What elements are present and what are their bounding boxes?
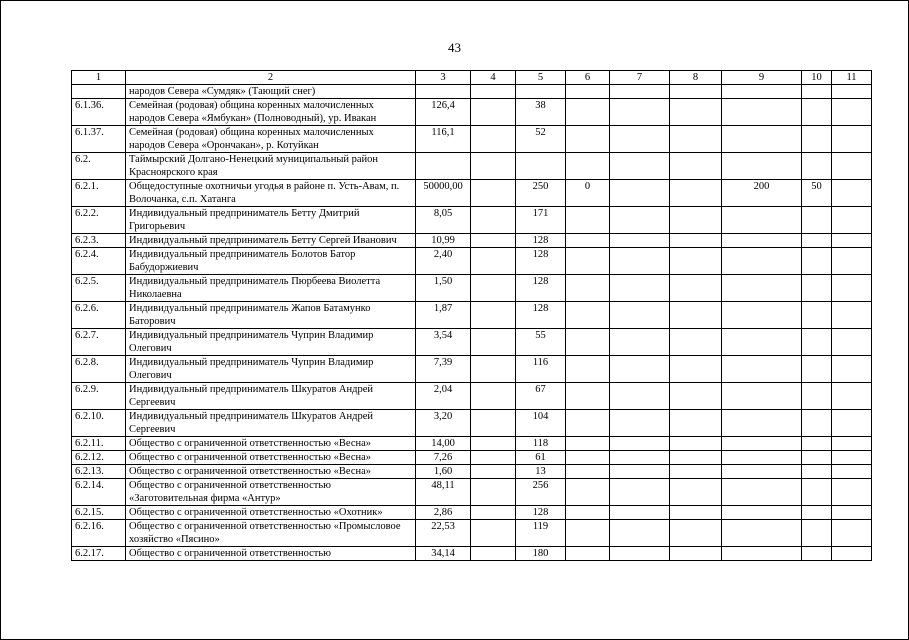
- col4-cell: [471, 99, 516, 126]
- col4-cell: [471, 356, 516, 383]
- col7-cell: [610, 383, 670, 410]
- col4-cell: [471, 302, 516, 329]
- col5-cell: 128: [516, 302, 566, 329]
- row-name-cell: Индивидуальный предприниматель Шкуратов Андрей Сергеевич: [126, 410, 416, 437]
- col8-cell: [670, 383, 722, 410]
- col4-cell: [471, 153, 516, 180]
- row-number-cell: 6.2.14.: [72, 479, 126, 506]
- col7-cell: [610, 234, 670, 248]
- col7-cell: [610, 180, 670, 207]
- col5-cell: 38: [516, 99, 566, 126]
- col7-cell: [610, 506, 670, 520]
- column-header: 5: [516, 71, 566, 85]
- col3-cell: 7,26: [416, 451, 471, 465]
- col10-cell: [802, 302, 832, 329]
- col11-cell: [832, 547, 872, 561]
- col10-cell: [802, 520, 832, 547]
- col4-cell: [471, 451, 516, 465]
- col4-cell: [471, 520, 516, 547]
- col9-cell: [722, 329, 802, 356]
- row-name-cell: Индивидуальный предприниматель Бетту Дмитрий Григорьевич: [126, 207, 416, 234]
- col8-cell: [670, 410, 722, 437]
- table-row: [72, 234, 872, 248]
- row-name-cell: Семейная (родовая) община коренных малочисленных народов Севера «Ямбукан» (Полноводный), ур. Ивакан: [126, 99, 416, 126]
- table-row: [72, 275, 872, 302]
- row-name-cell: Таймырский Долгано-Ненецкий муниципальный район Красноярского края: [126, 153, 416, 180]
- col4-cell: [471, 85, 516, 99]
- column-header: 8: [670, 71, 722, 85]
- col9-cell: [722, 465, 802, 479]
- col7-cell: [610, 410, 670, 437]
- col8-cell: [670, 547, 722, 561]
- table-row: [72, 356, 872, 383]
- col6-cell: [566, 479, 610, 506]
- column-header-row: [72, 71, 872, 85]
- row-number-cell: 6.2.13.: [72, 465, 126, 479]
- row-number-cell: 6.2.4.: [72, 248, 126, 275]
- row-name-cell: народов Севера «Сумдяк» (Тающий снег): [126, 85, 416, 99]
- row-name-cell: Общество с ограниченной ответственностью «Весна»: [126, 451, 416, 465]
- col9-cell: [722, 85, 802, 99]
- col7-cell: [610, 302, 670, 329]
- col6-cell: [566, 85, 610, 99]
- row-name-cell: Индивидуальный предприниматель Болотов Батор Бабудоржиевич: [126, 248, 416, 275]
- row-number-cell: 6.1.36.: [72, 99, 126, 126]
- col5-cell: 61: [516, 451, 566, 465]
- col8-cell: [670, 275, 722, 302]
- col9-cell: [722, 302, 802, 329]
- col5-cell: 119: [516, 520, 566, 547]
- col9-cell: [722, 356, 802, 383]
- col9-cell: [722, 479, 802, 506]
- row-name-cell: Индивидуальный предприниматель Чуприн Владимир Олегович: [126, 329, 416, 356]
- col3-cell: 1,60: [416, 465, 471, 479]
- col11-cell: [832, 437, 872, 451]
- col11-cell: [832, 85, 872, 99]
- col11-cell: [832, 99, 872, 126]
- table-row: [72, 547, 872, 561]
- table-row: [72, 329, 872, 356]
- table-row: [72, 248, 872, 275]
- col7-cell: [610, 99, 670, 126]
- col5-cell: 118: [516, 437, 566, 451]
- col4-cell: [471, 437, 516, 451]
- col10-cell: [802, 547, 832, 561]
- column-header: 1: [72, 71, 126, 85]
- row-name-cell: Семейная (родовая) община коренных малочисленных народов Севера «Орончакан», р. Котуйкан: [126, 126, 416, 153]
- col5-cell: 104: [516, 410, 566, 437]
- col6-cell: [566, 126, 610, 153]
- col8-cell: [670, 465, 722, 479]
- col5-cell: 250: [516, 180, 566, 207]
- col10-cell: [802, 465, 832, 479]
- col6-cell: [566, 506, 610, 520]
- table-row: [72, 85, 872, 99]
- col9-cell: [722, 506, 802, 520]
- row-number-cell: 6.2.9.: [72, 383, 126, 410]
- col7-cell: [610, 85, 670, 99]
- col10-cell: [802, 506, 832, 520]
- col4-cell: [471, 465, 516, 479]
- col3-cell: 22,53: [416, 520, 471, 547]
- col8-cell: [670, 506, 722, 520]
- row-name-cell: Общество с ограниченной ответственностью «Охотник»: [126, 506, 416, 520]
- col8-cell: [670, 302, 722, 329]
- column-header: 7: [610, 71, 670, 85]
- col10-cell: [802, 234, 832, 248]
- col7-cell: [610, 437, 670, 451]
- col4-cell: [471, 383, 516, 410]
- col3-cell: 8,05: [416, 207, 471, 234]
- col11-cell: [832, 153, 872, 180]
- col4-cell: [471, 248, 516, 275]
- col9-cell: [722, 275, 802, 302]
- row-number-cell: 6.2.16.: [72, 520, 126, 547]
- col8-cell: [670, 234, 722, 248]
- row-number-cell: 6.2.7.: [72, 329, 126, 356]
- col10-cell: [802, 479, 832, 506]
- col6-cell: [566, 437, 610, 451]
- table-row: [72, 153, 872, 180]
- col5-cell: 171: [516, 207, 566, 234]
- col10-cell: [802, 383, 832, 410]
- row-name-cell: Индивидуальный предприниматель Бетту Сергей Иванович: [126, 234, 416, 248]
- row-number-cell: 6.2.2.: [72, 207, 126, 234]
- col7-cell: [610, 248, 670, 275]
- col9-cell: [722, 99, 802, 126]
- col9-cell: [722, 153, 802, 180]
- row-number-cell: 6.2.6.: [72, 302, 126, 329]
- col5-cell: 128: [516, 234, 566, 248]
- col8-cell: [670, 180, 722, 207]
- col3-cell: 3,20: [416, 410, 471, 437]
- col6-cell: [566, 153, 610, 180]
- col11-cell: [832, 126, 872, 153]
- col6-cell: [566, 383, 610, 410]
- table-row: [72, 126, 872, 153]
- col8-cell: [670, 437, 722, 451]
- col8-cell: [670, 153, 722, 180]
- row-number-cell: 6.2.17.: [72, 547, 126, 561]
- col4-cell: [471, 410, 516, 437]
- col9-cell: [722, 520, 802, 547]
- col11-cell: [832, 356, 872, 383]
- col7-cell: [610, 153, 670, 180]
- col4-cell: [471, 180, 516, 207]
- col3-cell: 1,87: [416, 302, 471, 329]
- col8-cell: [670, 85, 722, 99]
- row-number-cell: 6.1.37.: [72, 126, 126, 153]
- col6-cell: [566, 234, 610, 248]
- col3-cell: 34,14: [416, 547, 471, 561]
- col3-cell: 14,00: [416, 437, 471, 451]
- table-row: [72, 451, 872, 465]
- column-header: 4: [471, 71, 516, 85]
- col9-cell: [722, 410, 802, 437]
- col5-cell: 128: [516, 248, 566, 275]
- col8-cell: [670, 479, 722, 506]
- row-name-cell: Общество с ограниченной ответственностью «Заготовительная фирма «Антур»: [126, 479, 416, 506]
- column-header: 11: [832, 71, 872, 85]
- col10-cell: [802, 437, 832, 451]
- row-name-cell: Общество с ограниченной ответственностью: [126, 547, 416, 561]
- col6-cell: [566, 547, 610, 561]
- col11-cell: [832, 520, 872, 547]
- col11-cell: [832, 383, 872, 410]
- col6-cell: [566, 99, 610, 126]
- col11-cell: [832, 410, 872, 437]
- row-name-cell: Индивидуальный предприниматель Шкуратов Андрей Сергеевич: [126, 383, 416, 410]
- row-number-cell: 6.2.10.: [72, 410, 126, 437]
- table-row: [72, 410, 872, 437]
- col9-cell: [722, 383, 802, 410]
- col8-cell: [670, 329, 722, 356]
- col10-cell: [802, 356, 832, 383]
- col7-cell: [610, 451, 670, 465]
- column-header: 3: [416, 71, 471, 85]
- col9-cell: [722, 451, 802, 465]
- row-number-cell: 6.2.15.: [72, 506, 126, 520]
- col3-cell: 48,11: [416, 479, 471, 506]
- col9-cell: [722, 248, 802, 275]
- col10-cell: [802, 248, 832, 275]
- col5-cell: 13: [516, 465, 566, 479]
- table-row: [72, 479, 872, 506]
- table-row: [72, 506, 872, 520]
- col3-cell: [416, 153, 471, 180]
- col6-cell: [566, 465, 610, 479]
- col6-cell: [566, 520, 610, 547]
- col7-cell: [610, 356, 670, 383]
- col6-cell: [566, 302, 610, 329]
- col4-cell: [471, 479, 516, 506]
- col7-cell: [610, 479, 670, 506]
- col5-cell: 256: [516, 479, 566, 506]
- col9-cell: [722, 207, 802, 234]
- col11-cell: [832, 479, 872, 506]
- col11-cell: [832, 248, 872, 275]
- col4-cell: [471, 506, 516, 520]
- col6-cell: [566, 356, 610, 383]
- table-row: [72, 207, 872, 234]
- col5-cell: [516, 85, 566, 99]
- col9-cell: [722, 126, 802, 153]
- column-header: 9: [722, 71, 802, 85]
- col3-cell: 10,99: [416, 234, 471, 248]
- col6-cell: [566, 207, 610, 234]
- col4-cell: [471, 207, 516, 234]
- column-header: 10: [802, 71, 832, 85]
- row-number-cell: 6.2.5.: [72, 275, 126, 302]
- col5-cell: 55: [516, 329, 566, 356]
- col7-cell: [610, 329, 670, 356]
- col5-cell: 52: [516, 126, 566, 153]
- col9-cell: 200: [722, 180, 802, 207]
- col11-cell: [832, 275, 872, 302]
- row-number-cell: 6.2.11.: [72, 437, 126, 451]
- col4-cell: [471, 234, 516, 248]
- row-name-cell: Индивидуальный предприниматель Пюрбеева Виолетта Николаевна: [126, 275, 416, 302]
- col5-cell: 67: [516, 383, 566, 410]
- col10-cell: [802, 99, 832, 126]
- col8-cell: [670, 520, 722, 547]
- col3-cell: 1,50: [416, 275, 471, 302]
- row-name-cell: Общедоступные охотничьи угодья в районе п. Усть-Авам, п. Волочанка, с.п. Хатанга: [126, 180, 416, 207]
- col10-cell: [802, 85, 832, 99]
- col11-cell: [832, 465, 872, 479]
- col10-cell: [802, 275, 832, 302]
- col11-cell: [832, 302, 872, 329]
- col10-cell: 50: [802, 180, 832, 207]
- col3-cell: 2,40: [416, 248, 471, 275]
- col7-cell: [610, 207, 670, 234]
- col3-cell: 50000,00: [416, 180, 471, 207]
- row-name-cell: Общество с ограниченной ответственностью «Весна»: [126, 465, 416, 479]
- row-name-cell: Индивидуальный предприниматель Чуприн Владимир Олегович: [126, 356, 416, 383]
- col6-cell: [566, 248, 610, 275]
- col3-cell: 7,39: [416, 356, 471, 383]
- col11-cell: [832, 207, 872, 234]
- col10-cell: [802, 329, 832, 356]
- col8-cell: [670, 99, 722, 126]
- table-body: [72, 71, 872, 561]
- col10-cell: [802, 451, 832, 465]
- col5-cell: 128: [516, 275, 566, 302]
- col8-cell: [670, 126, 722, 153]
- table-row: [72, 520, 872, 547]
- table-row: [72, 437, 872, 451]
- col3-cell: [416, 85, 471, 99]
- col6-cell: [566, 451, 610, 465]
- row-number-cell: 6.2.1.: [72, 180, 126, 207]
- col3-cell: 126,4: [416, 99, 471, 126]
- col11-cell: [832, 234, 872, 248]
- col9-cell: [722, 234, 802, 248]
- col8-cell: [670, 451, 722, 465]
- col4-cell: [471, 547, 516, 561]
- column-header: 2: [126, 71, 416, 85]
- row-number-cell: [72, 85, 126, 99]
- col10-cell: [802, 410, 832, 437]
- col3-cell: 2,04: [416, 383, 471, 410]
- col4-cell: [471, 329, 516, 356]
- table-row: [72, 302, 872, 329]
- col3-cell: 116,1: [416, 126, 471, 153]
- col6-cell: [566, 275, 610, 302]
- col11-cell: [832, 451, 872, 465]
- row-name-cell: Индивидуальный предприниматель Жапов Батамунко Баторович: [126, 302, 416, 329]
- col5-cell: 180: [516, 547, 566, 561]
- col7-cell: [610, 275, 670, 302]
- table-row: [72, 99, 872, 126]
- page-number: 43: [448, 40, 461, 55]
- col8-cell: [670, 248, 722, 275]
- row-number-cell: 6.2.12.: [72, 451, 126, 465]
- data-table: [71, 70, 872, 561]
- row-number-cell: 6.2.8.: [72, 356, 126, 383]
- row-name-cell: Общество с ограниченной ответственностью «Промысловое хозяйство «Пясино»: [126, 520, 416, 547]
- col9-cell: [722, 437, 802, 451]
- col8-cell: [670, 207, 722, 234]
- col6-cell: [566, 329, 610, 356]
- table-row: [72, 465, 872, 479]
- col4-cell: [471, 126, 516, 153]
- row-name-cell: Общество с ограниченной ответственностью «Весна»: [126, 437, 416, 451]
- table-row: [72, 383, 872, 410]
- col9-cell: [722, 547, 802, 561]
- col8-cell: [670, 356, 722, 383]
- col7-cell: [610, 547, 670, 561]
- table-row: [72, 180, 872, 207]
- col11-cell: [832, 329, 872, 356]
- col11-cell: [832, 180, 872, 207]
- col7-cell: [610, 465, 670, 479]
- col10-cell: [802, 126, 832, 153]
- col10-cell: [802, 207, 832, 234]
- col3-cell: 3,54: [416, 329, 471, 356]
- col3-cell: 2,86: [416, 506, 471, 520]
- col11-cell: [832, 506, 872, 520]
- col7-cell: [610, 126, 670, 153]
- col5-cell: [516, 153, 566, 180]
- column-header: 6: [566, 71, 610, 85]
- col5-cell: 116: [516, 356, 566, 383]
- row-number-cell: 6.2.: [72, 153, 126, 180]
- col4-cell: [471, 275, 516, 302]
- col7-cell: [610, 520, 670, 547]
- col6-cell: [566, 410, 610, 437]
- row-number-cell: 6.2.3.: [72, 234, 126, 248]
- col5-cell: 128: [516, 506, 566, 520]
- col10-cell: [802, 153, 832, 180]
- col6-cell: 0: [566, 180, 610, 207]
